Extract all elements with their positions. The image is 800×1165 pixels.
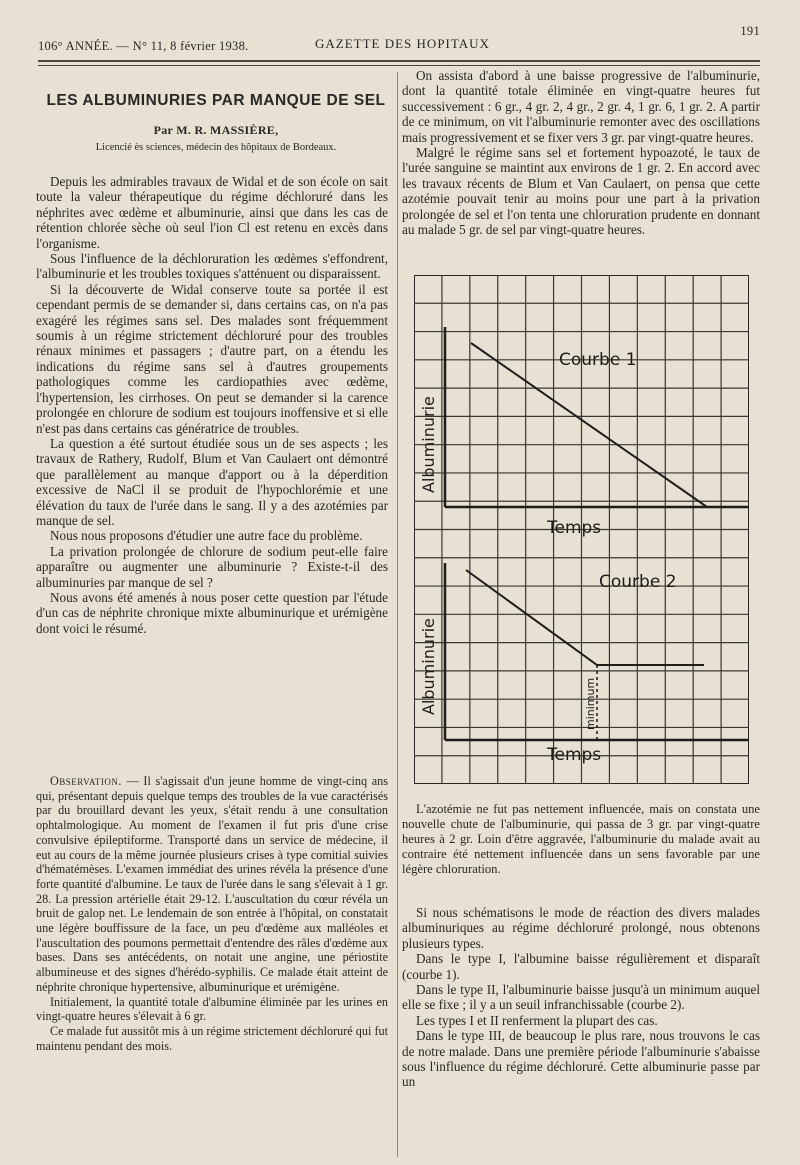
page-number: 191	[740, 24, 760, 38]
running-header	[38, 24, 760, 54]
paragraph: Les types I et II renferment la plupart des cas.	[416, 1012, 658, 1028]
observation-section	[36, 774, 388, 1053]
right-column-top	[402, 68, 760, 237]
journal-name: GAZETTE DES HOPITAUX	[315, 36, 490, 51]
paragraph: L'azotémie ne fut pas nettement influencée, mais on constata une nouvelle chute de l'albuminurie, qui passa de 3 gr. par vingt-quatre heures à 2 gr. Loin d'être aggravée, l'albuminurie du malade avait au contraire été nettement influencée dans un sens favorable par une légère chloruration.	[402, 802, 760, 876]
paragraph: Dans le type III, de beaucoup le plus rare, nous trouvons le cas de notre malade. Dans une première période l'albuminurie s'abaisse sous l'influence du régime déchloruré. Cette albuminurie passe par un	[402, 1028, 760, 1090]
paragraph: Malgré le régime sans sel et fortement hypoazoté, le taux de l'urée sanguine se maintint aux environs de 1 gr. 2. En accord avec les travaux récents de Blum et Van Caulaert, on pensa que cette azotémie pouvait tenir au moins pour une part à la privation prolongée de sel et l'on tenta une chloruration prudente en donnant au malade 5 gr. de sel par vingt-quatre heures.	[402, 145, 760, 238]
paragraph: Si la découverte de Widal conserve toute sa portée il est cependant permis de se demander si, dans certains cas, on n'a pas exagéré les régimes sans sel. Des malades sont fréquemment soumis à un régime strictement déchloruré pour des troubles rénaux minimes et passagers ; d'autre part, on a étendu les indications du régime sans sel à d'autres groupements pathologiques comme les cardiopathies avec œdème, l'hypertension, les cirrhoses. On peut se demander si la carence prolongée en chlorure de sodium est toujours inoffensive et si elle n'est pas dans certains cas génératrice de troubles.	[36, 281, 388, 436]
right-column-bottom	[402, 802, 760, 877]
article-author: Par M. R. MASSIÈRE,	[153, 123, 279, 137]
author-affiliation: Licencié ès sciences, médecin des hôpitaux de Bordeaux.	[95, 142, 337, 153]
paragraph: Dans le type I, l'albumine baisse régulièrement et disparaît (courbe 1).	[402, 951, 760, 982]
paragraph: Initialement, la quantité totale d'albumine éliminée par les urines en vingt-quatre heures s'élevait à 6 gr.	[36, 994, 388, 1024]
paragraph: Depuis les admirables travaux de Widal et de son école on sait toute la valeur thérapeutique du régime déchloruré dans les néphrites avec œdème et albuminurie, ainsi que dans les cas de rétention chlorée sèche où seul l'ion Cl est retenu en excès dans l'organisme.	[36, 174, 388, 251]
paragraph: La privation prolongée de chlorure de sodium peut-elle faire apparaître ou augmenter une albuminurie ? Existe-t-il des albuminuries par manque de sel ?	[36, 543, 388, 590]
paragraph: Nous avons été amenés à nous poser cette question par l'étude d'un cas de néphrite chronique mixte albuminurique et urémigène dont voici le résumé.	[36, 589, 388, 636]
header-rule	[38, 60, 760, 62]
panel2-y-label: Albuminurie	[419, 618, 438, 715]
paragraph: Sous l'influence de la déchloruration les œdèmes s'effondrent, l'albuminurie et les troubles toxiques s'atténuent ou disparaissent.	[36, 251, 388, 282]
panel2-x-label: Temps	[547, 745, 602, 765]
panel1-x-label: Temps	[547, 518, 602, 538]
curve-1-label: Courbe 1	[559, 350, 637, 370]
column-separator	[397, 72, 398, 1157]
minimum-label: minimum	[584, 677, 597, 730]
panel1-y-label: Albuminurie	[419, 396, 438, 493]
paragraph: Ce malade fut aussitôt mis à un régime strictement déchloruré qui fut maintenu pendant des mois.	[36, 1023, 388, 1053]
curves-svg	[414, 275, 749, 784]
observation-text: — Il s'agissait d'un jeune homme de vingt-cinq ans qui, présentant depuis quelque temps des troubles de la vue caractérisés par du brouillard devant les yeux, s'était rendu à une consultation ophtalmologique. Au moment de l'examen il fut pris d'une crise convulsive épileptiforme. Transporté dans un service de médecine, il eut au cours de la même journée plusieurs crises à type comitial suivies d'hématémèses. L'examen immédiat des urines révéla la présence d'une forte quantité d'albumine. Le taux de l'urée dans le sang s'élevait à 1 gr. 28. La pression artérielle était 29-12. L'auscultation du cœur révéla un bruit de galop net. Le lendemain de son entrée à l'hôpital, on constatait une légère bouffissure de la face, un peu d'œdème aux malléoles et l'auscultation des poumons permettait d'entendre des râles d'œdème aux bases. Dans ses antécédents, on notait une angine, une périostite albumineuse et des signes d'hérédo-syphilis. Ce malade était atteint de néphrite chronique hypertensive, albuminurique et urémigène.	[36, 774, 388, 994]
issue-info: 106° ANNÉE. — N° 11, 8 février 1938.	[38, 39, 249, 53]
paragraph: Si nous schématisons le mode de réaction des divers malades albuminuriques au régime déchloruré prolongé, nous obtenons plusieurs types.	[402, 905, 760, 951]
observation-label: Observation.	[50, 774, 122, 788]
figure-albuminuria-curves	[414, 275, 749, 784]
paragraph: La question a été surtout étudiée sous un de ses aspects ; les travaux de Rathery, Rudolf, Blum et Van Caulaert ont démontré que parallèlement au manque d'apport ou à la déperdition excessive de NaCl il se produit de l'hypochlorémie et une élévation du taux de l'urée dans le sang. Il y a des azotémies par manque de sel.	[36, 435, 388, 528]
paragraph: On assista d'abord à une baisse progressive de l'albuminurie, dont la quantité totale éliminée en vingt-quatre heures fut successivement : 6 gr., 4 gr. 2, 4 gr., 2 gr. 4, 1 gr. 6, 1 gr. 2. A partir de ce minimum, on vit l'albuminurie remonter avec des oscillations mais progressivement et se fixer vers 3 gr. par vingt-quatre heures.	[402, 68, 760, 145]
article-title: LES ALBUMINURIES PAR MANQUE DE SEL	[46, 92, 386, 109]
paragraph: Dans le type II, l'albuminurie baisse jusqu'à un minimum auquel elle se fixe ; il y a un seuil infranchissable (courbe 2).	[402, 982, 760, 1013]
paragraph: Nous nous proposons d'étudier une autre face du problème.	[50, 528, 363, 544]
header-rule-thin	[38, 65, 760, 66]
right-column-types	[402, 905, 760, 1090]
observation-paragraph	[36, 774, 388, 995]
curve-2-label: Courbe 2	[599, 572, 677, 592]
left-column-body	[36, 174, 388, 636]
